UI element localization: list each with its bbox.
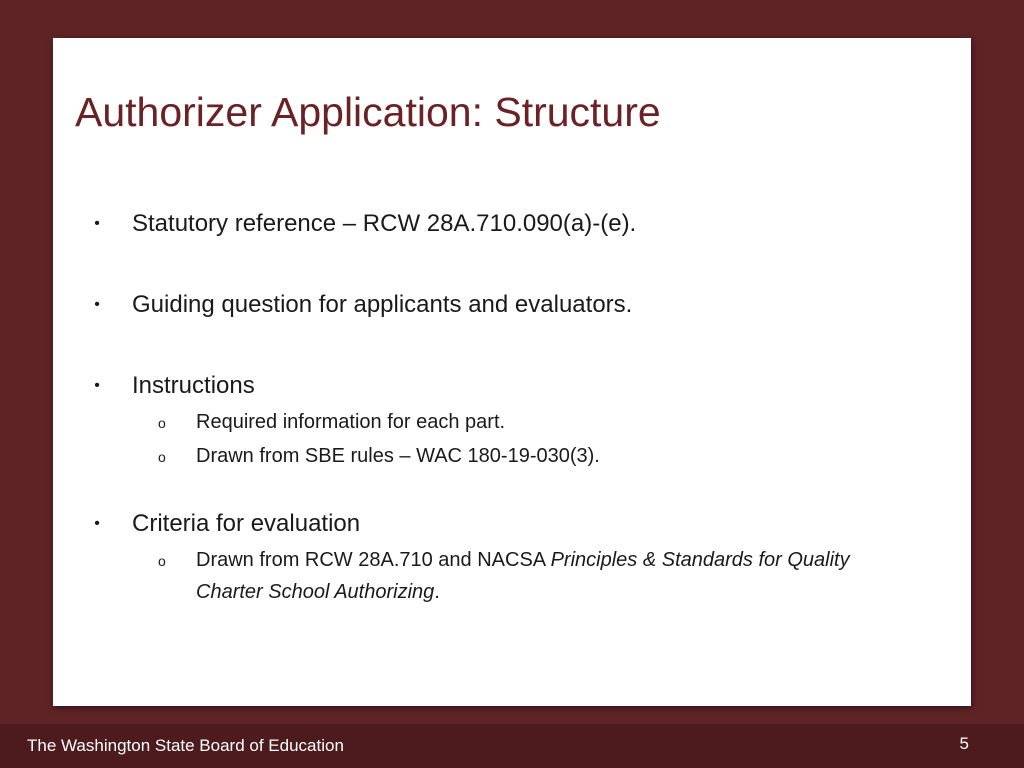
sub-bullet-text: Required information for each part.	[196, 411, 506, 433]
sub-bullet-item-sbe-rules	[132, 440, 862, 472]
page-number: 5	[959, 734, 969, 753]
bullet-item-criteria	[92, 506, 862, 608]
bullet-marker: •	[94, 215, 100, 232]
sub-bullet-marker: o	[158, 553, 166, 569]
bullet-item-guiding-question	[92, 287, 862, 323]
sub-bullet-list	[132, 406, 862, 472]
bullet-text: Criteria for evaluation	[132, 510, 361, 537]
bullet-text: Instructions	[132, 372, 255, 399]
sub-bullet-item-required-information	[132, 406, 862, 438]
sub-bullet-marker: o	[158, 449, 166, 465]
bullet-marker: •	[94, 296, 100, 313]
bullet-list	[92, 206, 862, 608]
publication-title: Principles & Standards for Quality Charter School Authorizing	[196, 549, 850, 603]
bullet-marker: •	[94, 377, 100, 394]
sub-bullet-marker: o	[158, 415, 166, 431]
slide-title: Authorizer Application: Structure	[75, 89, 661, 135]
sub-bullet-item-nacsa-principles	[132, 544, 862, 608]
bullet-text: Statutory reference – RCW 28A.710.090(a)-(e).	[132, 210, 637, 237]
bullet-marker: •	[94, 515, 100, 532]
sub-bullet-text: Drawn from SBE rules – WAC 180-19-030(3).	[196, 445, 600, 467]
footer-bar	[0, 724, 1024, 768]
footer-organization: The Washington State Board of Education	[27, 736, 344, 755]
sub-bullet-text-end: .	[434, 581, 440, 603]
bullet-text: Guiding question for applicants and evaluators.	[132, 291, 633, 318]
bullet-item-statutory-reference	[92, 206, 862, 242]
sub-bullet-text: Drawn from RCW 28A.710 and NACSA	[196, 549, 551, 571]
sub-bullet-list	[132, 544, 862, 608]
bullet-item-instructions	[92, 368, 862, 472]
